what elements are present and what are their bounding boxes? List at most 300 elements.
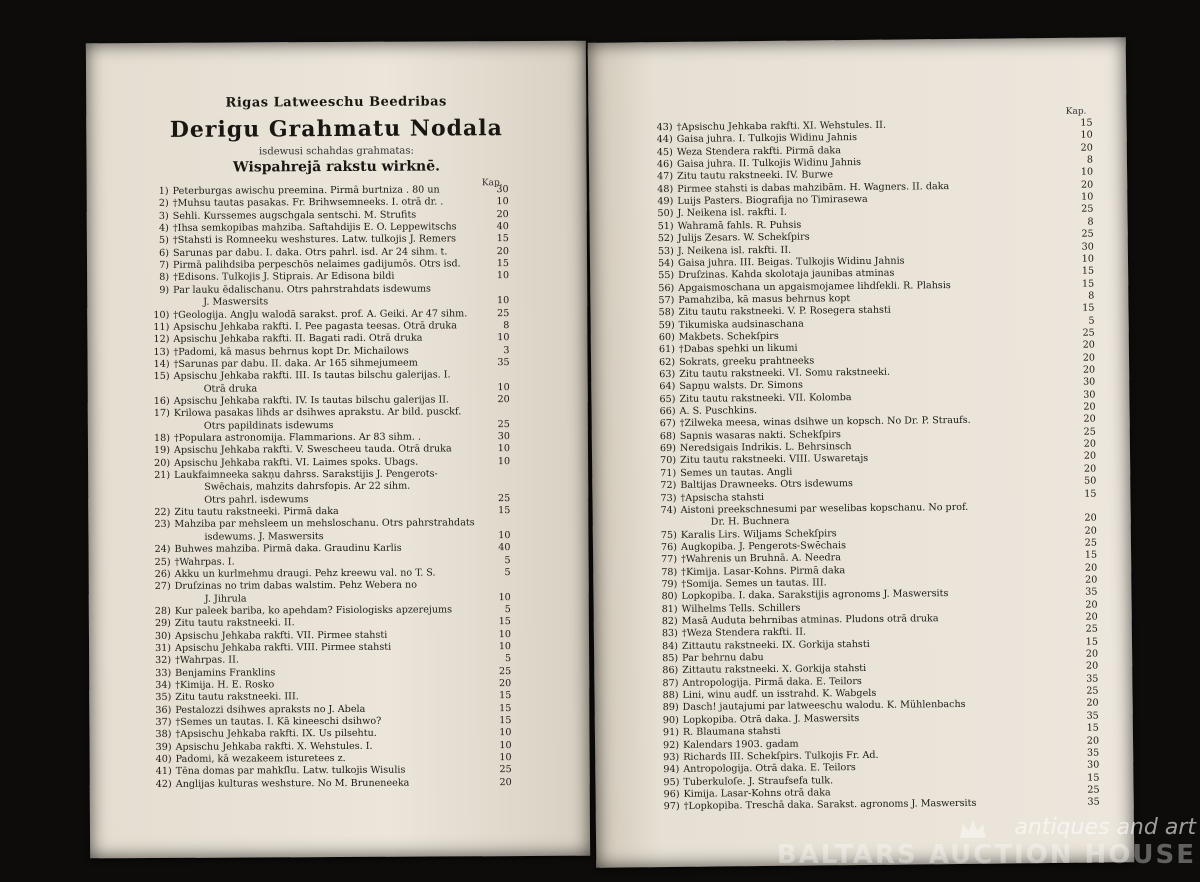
entry-price: 20	[497, 394, 510, 406]
entry-number: 22)	[154, 506, 171, 519]
right-page	[588, 37, 1135, 868]
entry-number: 2)	[158, 198, 169, 210]
entry-title: Apsischu Jehkaba rakfti. VI. Laimes spoks. Ubags.	[174, 456, 419, 469]
entry-number: 54)	[657, 257, 675, 269]
watermark-line1: antiques and art	[1014, 815, 1196, 840]
entry-number: 73)	[660, 492, 677, 504]
entry-title: Lopkopiba. Otrā daka. J. Maswersits	[682, 712, 860, 726]
entry-number: 65)	[659, 393, 676, 405]
entry-number: 28)	[154, 605, 171, 617]
entry-title: Zittautu rakstneeki. X. Gorkija stahsti	[682, 663, 867, 677]
entry-title: †Geologija. Angļu walodā sarakst. prof. A. Geiki. Ar 47 sihm.	[173, 307, 468, 321]
entry-number: 8)	[159, 272, 170, 284]
entry-price: 25	[1081, 203, 1094, 216]
entry-price: 20	[496, 245, 509, 257]
entry-price: 10	[496, 295, 510, 307]
entry-title: Apsischu Jehkaba rakfti. IV. Is tautas bilschu galerijas II.	[173, 394, 450, 407]
entry-title: Padomi, kā wezakeem isturetees z.	[175, 753, 346, 765]
entry-number: 77)	[661, 554, 678, 566]
entry-number: 35)	[155, 692, 172, 704]
entry-number: 79)	[661, 578, 678, 591]
entry-title: Kalendars 1903. gadam	[682, 738, 799, 751]
entry-price: 3	[503, 344, 510, 356]
entry-title: †Ihsa semkopibas mahziba. Saftahdijis E. O. Leppewitschs	[172, 221, 457, 234]
entry-price: 8	[1086, 154, 1094, 166]
entry-price: 35	[497, 356, 510, 369]
entry-number: 34)	[155, 679, 172, 691]
entry-title: Zitu tautu rakstneeki. V. P. Rosegera stahsti	[678, 304, 891, 319]
entry-title: isdewums. J. Maswersits	[204, 530, 324, 543]
entry-number: 36)	[155, 704, 172, 716]
entry-title: J. Maswersits	[203, 296, 269, 308]
entry-number: 63)	[659, 368, 676, 381]
entry-title: Otrs papildinats isdewums	[203, 419, 334, 432]
entry-title: †Apsischa stahsti	[680, 491, 765, 504]
entry-title: Lini, winu audf. un isstrahd. K. Wabgels	[682, 687, 877, 701]
entry-price: 35	[1086, 673, 1099, 685]
entry-price: 35	[1085, 586, 1098, 598]
entry-price: 5	[1088, 315, 1095, 327]
entry-title: †Muhsu tautas pasakas. Fr. Brihwsemneeks. I. otrā dr. .	[172, 196, 444, 210]
entry-price: 15	[498, 616, 511, 628]
entry-number: 9)	[159, 284, 170, 296]
entry-number: 15)	[153, 371, 170, 383]
entry-title: Druſzinas no trim dabas walstim. Pehz Webera no	[174, 579, 418, 593]
entry-title: Apsischu Jehkaba rakfti. I. Pee pagasta teesas. Otrā druka	[173, 320, 457, 333]
entry-title: Apsischu Jehkaba rakfti. VII. Pirmee stahsti	[174, 629, 388, 642]
entry-price: 10	[499, 727, 512, 739]
entry-price: 15	[1081, 265, 1095, 277]
entry-price: 30	[1083, 389, 1096, 401]
entry-price: 10	[497, 332, 510, 344]
entry-title: Zitu tautu rakstneeki. VI. Somu rakstneeki.	[679, 366, 891, 380]
entry-title: Otrā druka	[203, 383, 258, 395]
entry-price: 15	[496, 233, 509, 245]
entry-number: 52)	[657, 233, 674, 245]
catalog-entry	[88, 505, 588, 519]
entry-number: 93)	[663, 751, 680, 763]
entry-price: 20	[1080, 142, 1093, 154]
entry-title: †Stahsti is Romneeku weshstures. Latw. tulkojis J. Remers	[172, 233, 457, 247]
entry-number: 26)	[154, 568, 171, 580]
entry-number: 86)	[662, 665, 679, 677]
entry-title: Wilhelms Tells. Schillers	[681, 602, 801, 615]
entry-price: 20	[496, 208, 509, 220]
entry-price: 15	[1080, 117, 1093, 129]
entry-price: 20	[1083, 450, 1097, 463]
entry-number: 5)	[159, 235, 169, 247]
entry-title: †Kimija. H. E. Rosko	[175, 679, 275, 691]
entry-number: 39)	[155, 741, 172, 753]
entry-number: 46)	[656, 159, 674, 171]
entry-number: 71)	[660, 467, 677, 479]
entry-title: †Padomi, kā masus behrnus kopt Dr. Michailows	[173, 345, 409, 358]
entry-title: Kimija. Lasar-Kohns otrā daka	[683, 787, 831, 800]
entry-number: 70)	[660, 455, 677, 467]
entry-price: 10	[1080, 129, 1093, 142]
entry-title: Gaisa juhra. II. Tulkojis Widinu Jahnis	[676, 157, 862, 170]
entry-title: Mahziba par mehsleem un mehsloschanu. Otrs pahrstrahdats	[174, 517, 475, 531]
entry-title: Tēna domas par mahkſlu. Latw. tulkojis Wisulis	[175, 765, 406, 778]
entry-title: †Lopkopiba. Treschā daka. Sarakst. agronoms J. Maswersits	[683, 798, 977, 813]
entry-number: 16)	[153, 395, 170, 407]
entry-title: Pestalozzi dsihwes apraksts no J. Abela	[175, 703, 366, 716]
entry-number: 72)	[660, 480, 677, 492]
entry-title: Aistoni preekschnesumi par weselibas kopschanu. No prof.	[680, 501, 969, 516]
entry-price: 20	[499, 776, 512, 788]
issued-subtitle: isdewusi schahdas grahmatas:	[258, 145, 414, 158]
entry-price: 10	[496, 196, 509, 208]
entry-title: Gaisa juhra. I. Tulkojis Widinu Jahnis	[676, 132, 858, 146]
entry-price: 25	[1087, 784, 1100, 796]
entry-title: Masā Auduta behrnibas atminas. Pludons otrā druka	[681, 613, 939, 627]
entry-number: 40)	[155, 753, 172, 766]
catalog-entry	[589, 117, 1127, 134]
entry-title: Akku un kurlmehmu draugi. Pehz kreewu val. no T. S.	[174, 567, 436, 580]
entry-number: 3)	[158, 210, 169, 222]
entry-number: 44)	[656, 134, 673, 146]
entry-number: 43)	[656, 121, 673, 134]
entry-title: †Populara astronomija. Flammarions. Ar 83 sihm. .	[173, 431, 422, 444]
entry-title: †Dabas spehki un likumi	[678, 342, 798, 356]
entry-number: 89)	[662, 702, 679, 714]
entry-price: 10	[499, 752, 512, 764]
entry-title: Pamahziba, kā masus behrnus kopt	[678, 292, 851, 306]
entry-number: 85)	[662, 652, 679, 665]
entry-price: 30	[1081, 241, 1094, 253]
entry-title: Dr. H. Buchnera	[710, 515, 790, 528]
kap-label: Kap.	[1065, 106, 1087, 117]
entry-title: Wahramā fahls. R. Puhsis	[677, 219, 802, 232]
entry-title: †Kimija. Lasar-Kohns. Pirmā daka	[681, 564, 846, 578]
entry-number: 19)	[154, 445, 171, 457]
entry-number: 53)	[657, 245, 674, 257]
entry-number: 1)	[158, 185, 169, 197]
entry-price: 8	[503, 319, 510, 331]
entry-number: 59)	[658, 319, 675, 331]
entry-title: Krilowa pasakas lihds ar dsihwes aprakstu. Ar bild. pusckf.	[173, 406, 462, 420]
entry-title: Otrs pahrl. isdewums	[204, 493, 309, 506]
entry-number: 97)	[663, 801, 680, 813]
catalog-entry	[593, 525, 1131, 541]
entry-title: Neredsigais Indrikis. L. Behrsinsch	[679, 441, 852, 454]
entry-title: Zitu tautu rakstneeki. III.	[175, 691, 299, 704]
entry-title: Sapnis wasaras nakti. Schekſpirs	[679, 428, 842, 442]
entry-title: Dasch! jautajumi par latweeschu walodu. K. Mühlenbachs	[682, 699, 966, 714]
entry-price: 25	[1085, 623, 1098, 636]
entry-title: Sapņu walsts. Dr. Simons	[679, 379, 803, 393]
entry-price: 20	[1085, 648, 1099, 660]
entry-title: Apsischu Jehkaba rakfti. VIII. Pirmee stahsti	[175, 641, 392, 654]
entry-number: 94)	[663, 764, 680, 776]
society-name: Rigas Latweeschu Beedribas	[225, 94, 447, 111]
entry-price: 15	[1084, 488, 1097, 500]
entry-title: Peterburgas awischu preemina. Pirmā burtniza . 80 un	[172, 184, 440, 197]
entry-price: 20	[1080, 179, 1094, 191]
entry-price: 40	[496, 221, 509, 233]
entry-title: Apsischu Jehkaba rakfti. III. Is tautas bilschu galerijas. I.	[173, 369, 451, 383]
entry-price: 25	[1082, 327, 1095, 339]
entry-price: 25	[1084, 537, 1098, 549]
entry-number: 69)	[659, 443, 677, 455]
entry-price: 15	[496, 258, 510, 270]
crown-icon	[958, 816, 988, 842]
entry-title: Sokrats, greeku prahtneeks	[678, 355, 815, 368]
entry-number: 29)	[154, 618, 171, 630]
entry-price: 10	[497, 455, 511, 467]
entry-number: 24)	[154, 544, 171, 556]
catalog-entry	[88, 394, 588, 407]
entry-price: 15	[1085, 636, 1099, 648]
kap-label: Kap.	[481, 178, 503, 189]
entry-title: Par lauku ēdalischanu. Otrs pahrstrahdats isdewums	[173, 283, 431, 296]
entry-number: 50)	[657, 208, 674, 220]
entry-price: 10	[498, 529, 511, 541]
entry-price: 20	[1084, 525, 1097, 537]
entry-title: J. Neikena isl. rakfti. II.	[677, 244, 792, 257]
entry-number: 91)	[662, 727, 679, 739]
entry-title: J. Neikena isl. rakfti. I.	[677, 207, 788, 220]
entry-price: 10	[498, 591, 511, 603]
entry-number: 92)	[663, 739, 680, 751]
catalog-entry	[87, 307, 587, 321]
entry-number: 64)	[659, 381, 676, 393]
entry-price: 10	[499, 739, 512, 751]
entry-number: 27)	[154, 581, 171, 593]
entry-price: 25	[498, 665, 512, 677]
entry-number: 51)	[657, 220, 674, 232]
entry-number: 30)	[154, 630, 172, 642]
entry-price: 30	[1083, 376, 1096, 389]
entry-number: 11)	[153, 321, 170, 333]
entry-price: 10	[497, 381, 510, 393]
entry-price: 25	[1086, 685, 1099, 697]
entry-price: 20	[1082, 364, 1096, 376]
entry-title: †Apsischu Jehkaba rakfti. IX. Us pilsehtu.	[175, 728, 377, 741]
entry-price: 15	[1086, 722, 1099, 734]
entry-title: Kur paleek bariba, ko apehdam? Fisiologisks apzerejums	[174, 604, 453, 617]
entry-number: 18)	[153, 432, 170, 444]
entry-number: 96)	[663, 788, 680, 800]
entry-number: 84)	[662, 640, 679, 652]
entry-price: 10	[1081, 253, 1095, 265]
entry-price: 10	[1080, 166, 1094, 179]
entry-number: 25)	[154, 556, 171, 568]
entry-title: †Apsischu Jehkaba rakfti. XI. Wehstules. II.	[676, 119, 887, 133]
entry-title: Tuberkuloſe. J. Straufsefa tulk.	[683, 774, 834, 788]
entry-price: 20	[1085, 611, 1098, 623]
catalog-entry	[87, 184, 587, 197]
entry-price: 15	[1081, 278, 1095, 290]
entry-price: 35	[1086, 710, 1099, 722]
entry-number: 68)	[659, 430, 676, 442]
section-title: Wispahrejā rakstu wirknē.	[232, 158, 441, 176]
entry-number: 17)	[153, 408, 170, 420]
entry-price: 15	[1087, 772, 1100, 784]
entry-title: Par behrnu dabu	[682, 652, 764, 664]
left-page	[86, 41, 590, 859]
entry-number: 90)	[662, 714, 679, 726]
entry-price: 5	[504, 653, 512, 665]
entry-number: 20)	[154, 457, 171, 469]
entry-title: Zitu tautu rakstneeki. VIII. Uswaretajs	[680, 453, 869, 467]
entry-price: 10	[496, 270, 510, 282]
entry-title: Zitu tautu rakstneeki. IV. Burwe	[677, 169, 834, 183]
entry-number: 14)	[153, 358, 170, 370]
entry-title: Tikumiska audsinaschana	[678, 318, 804, 331]
entry-title: R. Blaumana stahsti	[682, 725, 781, 739]
entry-number: 88)	[662, 690, 679, 702]
entry-number: 82)	[661, 615, 678, 628]
entry-price: 20	[1086, 697, 1099, 710]
entry-price: 30	[496, 184, 509, 196]
entry-price: 10	[498, 628, 511, 640]
entry-price: 20	[498, 678, 512, 690]
entry-price: 20	[1082, 352, 1096, 364]
catalog-entry	[88, 542, 588, 556]
entry-title: †Wahrpas. I.	[174, 556, 235, 568]
entry-title: Apsischu Jehkaba rakfti. V. Swescheeu tauda. Otrā druka	[173, 443, 452, 457]
entry-number: 67)	[659, 418, 676, 430]
entry-title: Karalis Lirs. Wiljams Schekſpirs	[680, 527, 837, 541]
entry-title: J. Jihrula	[204, 593, 247, 605]
entry-number: 7)	[159, 259, 170, 272]
entry-title: Apgaismoschana un apgaismojamee lihdſekli. R. Plahsis	[678, 279, 951, 294]
catalog-entry	[88, 431, 588, 444]
entry-number: 57)	[658, 294, 675, 307]
entry-price: 15	[499, 702, 512, 714]
entry-number: 74)	[660, 504, 677, 516]
entry-title: Swēchais, mahzits dahrsfopis. Ar 22 sihm.	[204, 481, 411, 494]
entry-number: 76)	[660, 541, 678, 553]
entry-number: 12)	[153, 334, 170, 346]
entry-number: 55)	[658, 270, 675, 282]
entry-title: Richards III. Schekſpirs. Tulkojis Fr. Ad.	[683, 749, 879, 763]
entry-title: †Somija. Semes un tautas. III.	[681, 577, 827, 590]
entry-number: 38)	[155, 729, 172, 741]
entry-title: †Wahrenis un Bruhnā. A. Needra	[681, 552, 842, 566]
entry-price: 20	[1085, 660, 1099, 673]
entry-price: 25	[498, 492, 511, 504]
entry-title: Sarunas par dabu. I. daka. Otrs pahrl. isd. Ar 24 sihm. t.	[172, 246, 448, 259]
entry-number: 37)	[155, 716, 172, 729]
entry-price: 35	[1087, 796, 1100, 808]
entry-price: 15	[499, 715, 512, 727]
entry-number: 48)	[657, 183, 674, 195]
entry-price: 20	[1083, 438, 1096, 450]
entry-number: 47)	[657, 171, 674, 183]
entry-number: 4)	[158, 222, 169, 234]
entry-price: 30	[1087, 759, 1100, 771]
entry-number: 42)	[155, 778, 172, 790]
entry-title: Benjamins Franklins	[175, 666, 276, 679]
entry-title: Zitu tautu rakstneeki. II.	[174, 617, 295, 630]
entry-title: Antropologija. Otrā daka. E. Teilors	[683, 762, 856, 776]
entry-price: 50	[1084, 475, 1097, 487]
entry-title: Zittautu rakstneeki. IX. Gorkija stahsti	[681, 638, 870, 652]
entry-price: 25	[1083, 426, 1096, 438]
entry-price: 20	[1082, 339, 1095, 351]
entry-price: 8	[1087, 216, 1094, 228]
entry-price: 15	[499, 690, 512, 702]
entry-title: Apsischu Jehkaba rakfti. X. Wehstules. I.	[175, 740, 373, 753]
entry-number: 66)	[659, 405, 676, 418]
department-title: Derigu Grahmatu Nodala	[169, 115, 503, 143]
entry-title: †Sarunas par dabu. II. daka. Ar 165 sihmejumeem	[173, 357, 418, 370]
entry-title: Buhwes mahziba. Pirmā daka. Graudinu Karlis	[174, 542, 402, 555]
entry-price: 20	[1085, 599, 1098, 611]
entry-title: Antropologija. Pirmā daka. E. Teilors	[682, 675, 862, 689]
entry-title: Gaisa juhra. III. Beigas. Tulkojis Widinu Jahnis	[677, 255, 905, 269]
entry-title: Makbets. Schekſpirs	[678, 330, 779, 343]
entry-price: 20	[1084, 512, 1097, 524]
entry-number: 83)	[661, 628, 678, 640]
entry-number: 60)	[658, 331, 675, 344]
entry-number: 33)	[155, 667, 172, 679]
entry-number: 45)	[656, 146, 673, 158]
entry-number: 87)	[662, 677, 679, 689]
entry-price: 10	[1081, 191, 1094, 203]
entry-number: 56)	[658, 282, 675, 294]
entry-price: 25	[499, 764, 512, 776]
watermark-line2: BALTARS AUCTION HOUSE	[776, 840, 1196, 870]
entry-price: 8	[1088, 290, 1095, 302]
entry-number: 41)	[155, 766, 172, 778]
entry-title: Zitu tautu rakstneeki. VII. Kolomba	[679, 391, 852, 405]
entry-number: 78)	[661, 566, 678, 578]
entry-number: 61)	[658, 344, 675, 356]
entry-price: 20	[1083, 401, 1096, 413]
entry-price: 15	[1084, 549, 1098, 561]
entry-number: 58)	[658, 307, 675, 319]
entry-title: †Wahrpas. II.	[175, 654, 239, 667]
entry-price: 20	[1085, 574, 1098, 586]
entry-price: 5	[504, 566, 511, 578]
entry-number: 62)	[659, 356, 676, 368]
entry-number: 13)	[153, 346, 170, 358]
entry-price: 10	[497, 443, 511, 455]
entry-price: 40	[498, 542, 511, 554]
entry-price: 30	[497, 431, 510, 443]
entry-title: Zitu tautu rakstneeki. Pirmā daka	[174, 506, 339, 518]
entry-price: 35	[1086, 747, 1100, 759]
entry-price: 15	[1082, 302, 1095, 314]
entry-price: 25	[1081, 228, 1094, 240]
entry-price: 20	[1086, 735, 1100, 747]
entry-number: 80)	[661, 591, 678, 603]
entry-title: Julijs Zesars. W. Schekſpirs	[677, 231, 810, 245]
entry-title: Semes un tautas. Angli	[680, 466, 793, 479]
entry-price: 20	[1084, 562, 1098, 574]
entry-title: †Weza Stendera rakfti. II.	[681, 626, 807, 640]
entry-price: 20	[1083, 413, 1096, 426]
entry-number: 21)	[154, 469, 171, 482]
entry-title: Weza Stendera rakfti. Pirmā daka	[676, 144, 842, 158]
entry-number: 32)	[155, 655, 172, 667]
entry-title: Luijs Pasters. Biografija no Timirasewa	[677, 194, 868, 208]
entry-number: 81)	[661, 603, 678, 615]
entry-title: Pirmee stahsti is dabas mahzibām. H. Wagners. II. daka	[677, 180, 950, 195]
entry-price: 25	[497, 418, 510, 430]
entry-number: 95)	[663, 776, 680, 788]
entry-number: 31)	[155, 642, 172, 654]
entry-price: 15	[498, 505, 511, 517]
entry-title: A. S. Puschkins.	[679, 405, 758, 417]
entry-title: Augkopiba. J. Pengerots-Swēchais	[680, 540, 847, 553]
entry-price: 5	[504, 554, 511, 566]
entry-number: 75)	[660, 529, 677, 541]
entry-number: 23)	[154, 519, 171, 531]
